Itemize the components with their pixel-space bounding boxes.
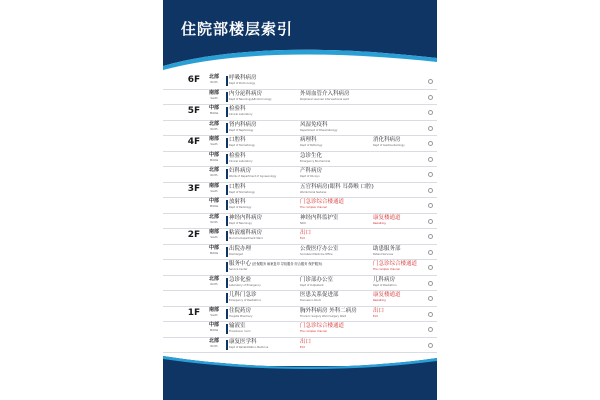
department-name-en: Patient Services — [373, 252, 394, 256]
department-name-cn: 妇科病房 — [229, 168, 252, 174]
department-name-en: The complex channel — [300, 330, 327, 333]
zone-divider — [226, 278, 228, 288]
zone-divider — [226, 200, 228, 210]
department-name-en: Clinical Laboratory — [229, 113, 253, 116]
zone-divider — [226, 309, 228, 319]
department-entry — [373, 307, 384, 318]
zone-label-en: North — [210, 282, 218, 286]
department-name-cn: 急诊生化 — [300, 152, 323, 159]
department-entry — [229, 90, 272, 101]
row-marker-icon — [428, 95, 433, 100]
zone-label-en: Middle — [209, 158, 219, 162]
department-entry — [300, 152, 330, 163]
department-name-en: Dept of Neurology — [229, 221, 252, 225]
department-name-en: Discussion Room — [300, 299, 322, 302]
zone-label-cn: 南部 — [208, 306, 219, 313]
department-name-en: Emergency of Paediatrics — [229, 299, 261, 302]
zone-label-cn: 北部 — [208, 120, 219, 127]
floor-directory-sign — [163, 0, 437, 400]
directory-row — [163, 338, 437, 354]
department-name-en: Department of Rheumatology — [300, 128, 338, 132]
zone-divider — [226, 123, 228, 133]
department-name-cn: 儿科门急诊 — [229, 292, 257, 298]
department-entry — [229, 74, 257, 85]
row-marker-icon — [428, 250, 433, 255]
zone-divider — [226, 247, 228, 257]
department-name-cn: 急诊化验 — [229, 276, 252, 283]
directory-row — [163, 307, 437, 323]
directory-row — [163, 90, 437, 106]
zone-label-cn: 中部 — [208, 198, 219, 204]
department-entry — [229, 214, 262, 225]
zone-label-en: South — [210, 236, 218, 239]
zone-label-cn: 南部 — [208, 229, 219, 235]
department-name-en: Dept of Pathology — [300, 144, 323, 147]
department-name-cn: 产科病房 — [300, 168, 323, 174]
zone-divider — [226, 154, 228, 164]
row-marker-icon — [428, 234, 433, 239]
department-entry — [300, 291, 339, 302]
zone-label — [203, 276, 225, 286]
directory-row — [163, 121, 437, 137]
zone-divider — [226, 138, 228, 148]
zone-label — [203, 121, 225, 131]
zone-divider — [226, 185, 228, 195]
department-name-cn: 出口 — [373, 307, 385, 314]
department-name-cn: 消化科病房 — [373, 137, 401, 143]
department-entry — [229, 152, 252, 163]
zone-label-cn: 南部 — [208, 89, 219, 96]
department-entry — [229, 322, 250, 333]
department-name-en: Rewalking — [373, 299, 386, 302]
zone-label — [203, 105, 225, 115]
floor-label: 1F — [187, 307, 201, 318]
directory-row — [163, 183, 437, 199]
department-entry — [373, 291, 401, 302]
department-name-cn: 五官科病房(眼科 耳鼻喉 口腔) — [300, 183, 374, 190]
department-name-cn: 门急诊综合楼通道 — [300, 323, 345, 329]
floor-label: 6F — [187, 75, 201, 85]
department-entry — [229, 136, 255, 147]
department-entry — [300, 245, 339, 256]
department-entry — [373, 260, 417, 271]
zone-label — [203, 322, 225, 332]
zone-label-cn: 北部 — [208, 337, 219, 344]
zone-label — [203, 245, 225, 255]
department-name-cn: 出口 — [300, 230, 312, 236]
zone-label — [203, 214, 225, 224]
zone-divider — [226, 293, 228, 303]
directory-row — [163, 260, 437, 276]
department-entry — [300, 183, 374, 194]
row-marker-icon — [428, 141, 433, 146]
department-name-cn: 儿科病房 — [373, 276, 396, 283]
zone-label-en: Middle — [209, 112, 219, 115]
zone-label — [203, 90, 225, 100]
department-name-cn: 门诊部办公室 — [300, 276, 334, 283]
department-entry — [300, 167, 322, 178]
department-name-cn: 神经内科监护室 — [300, 214, 339, 221]
zone-label-en: South — [210, 313, 218, 317]
department-name-en: Service Center — [229, 268, 248, 271]
directory-row — [163, 136, 437, 152]
row-marker-icon — [428, 265, 433, 270]
department-name-en: The complex channel — [373, 268, 400, 271]
department-name-en: Dept of Outpatient — [300, 283, 324, 287]
department-name-cn: 神经内科病房 — [229, 214, 263, 221]
department-entry — [229, 183, 255, 194]
floor-label: 5F — [187, 106, 201, 116]
zone-label-en: Middle — [209, 251, 219, 255]
department-name-cn: 呼吸科病房 — [229, 75, 257, 81]
department-name-en: Mucoma Department Ward — [229, 237, 263, 240]
department-name-en: Dept of Rehabilitation Medicine — [229, 345, 269, 349]
zone-divider — [226, 76, 228, 86]
department-name-cn: 口腔科 — [229, 183, 246, 190]
department-name-en: Laboratory of Emergency — [229, 283, 261, 287]
department-entry — [229, 276, 261, 287]
zone-label-en: Middle — [209, 205, 219, 208]
department-name-en: Rewalking — [373, 221, 386, 225]
zone-label — [203, 229, 225, 239]
department-entry — [229, 167, 276, 178]
zone-divider — [226, 169, 228, 179]
row-marker-icon — [428, 172, 433, 177]
zone-label — [203, 198, 225, 208]
department-entry — [300, 322, 344, 333]
zone-label — [203, 136, 225, 146]
department-services: (医保服务 病案复印 导检服务 综合服务 保护服务) — [251, 262, 323, 266]
floor-label: 3F — [187, 183, 201, 194]
department-name-cn: 康复楼通道 — [373, 214, 401, 221]
department-name-cn: 康复楼通道 — [373, 292, 401, 298]
department-name-cn: 病理科 — [300, 137, 317, 143]
directory-row — [163, 198, 437, 214]
zone-label-en: South — [210, 96, 218, 100]
department-entry — [229, 260, 322, 271]
department-name-en: Hospital Pharmacy — [229, 314, 253, 318]
department-name-cn: 门急诊综合楼通道 — [373, 261, 418, 267]
department-name-en: Dept of Paediatrics — [373, 283, 397, 287]
directory-row — [163, 167, 437, 183]
zone-label-en: North — [210, 174, 218, 177]
floor-label: 2F — [187, 230, 201, 240]
department-name-cn: 内分泌科病房 — [229, 90, 263, 97]
department-entry — [229, 229, 263, 240]
row-marker-icon — [428, 312, 433, 317]
department-entry — [229, 105, 252, 116]
department-name-en: Dept of Stomatology — [229, 144, 255, 147]
row-marker-icon — [428, 188, 433, 193]
row-marker-icon — [428, 157, 433, 162]
zone-label-en: North — [210, 344, 218, 348]
department-entry — [229, 338, 268, 349]
department-name-en: Peripheral vascular interventional ward — [300, 97, 350, 101]
department-name-en: Dept of Nephrology — [229, 128, 254, 132]
department-name-cn: 粘液瘤科病房 — [229, 230, 263, 236]
department-entry — [300, 90, 350, 101]
row-marker-icon — [428, 110, 433, 115]
zone-divider — [226, 324, 228, 334]
row-marker-icon — [428, 296, 433, 301]
zone-label-cn: 北部 — [208, 167, 219, 173]
zone-divider — [226, 92, 228, 102]
zone-label-cn: 中部 — [208, 322, 219, 328]
department-name-en: Dept of Gastroenterology — [373, 144, 405, 147]
department-name-cn: 医患关系促进部 — [300, 292, 339, 298]
department-name-en: Dept of Ob-Gyn — [300, 175, 320, 178]
zone-divider — [226, 216, 228, 226]
row-marker-icon — [428, 203, 433, 208]
department-entry — [300, 198, 344, 209]
zone-label-cn: 南部 — [208, 182, 219, 189]
department-name-cn: 胸外科病房 外科二病房 — [300, 307, 357, 314]
floor-label: 4F — [187, 137, 201, 147]
zone-label-cn: 中部 — [208, 105, 219, 111]
row-marker-icon — [428, 281, 433, 286]
department-name-en: Dept of Radiology — [229, 206, 252, 209]
zone-divider — [226, 231, 228, 241]
department-name-cn: 公费医疗办公室 — [300, 245, 339, 252]
department-name-cn: 口腔科 — [229, 137, 246, 143]
zone-label — [203, 338, 225, 348]
zone-label-en: North — [210, 220, 218, 224]
zone-label-en: North — [210, 127, 218, 131]
directory-row — [163, 245, 437, 261]
zone-label-en: North — [210, 81, 218, 84]
row-marker-icon — [428, 126, 433, 131]
zone-label-en: South — [210, 143, 218, 146]
department-name-cn: 助患服务部 — [373, 245, 401, 252]
zone-label-cn: 北部 — [208, 213, 219, 220]
directory-row — [163, 276, 437, 292]
department-name-en: Wards of Department of Gynaecology — [229, 175, 277, 178]
zone-label — [203, 152, 225, 162]
department-name-en: Discharged — [229, 252, 244, 256]
zone-divider — [226, 262, 228, 272]
department-name-en: Thoracic Surgery Ward Surgery Ward — [300, 314, 347, 318]
department-name-en: Socialized Medicine Office — [300, 252, 333, 256]
department-entry — [300, 307, 357, 318]
department-name-cn: 住院药房 — [229, 307, 252, 314]
zone-label-cn: 中部 — [208, 244, 219, 251]
zone-label — [203, 307, 225, 317]
department-entry — [300, 136, 322, 147]
zone-label-cn: 北部 — [208, 275, 219, 282]
floor-rows — [163, 74, 437, 353]
footer-wave-decoration — [163, 352, 437, 372]
zone-divider — [226, 107, 228, 117]
department-name-en: Dept of Stomatology — [229, 190, 255, 194]
page-title: 住院部楼层索引 — [181, 20, 294, 38]
department-name-en: Exit — [373, 314, 378, 318]
department-name-cn: 放射科 — [229, 199, 246, 205]
department-name-en: NICU — [300, 221, 307, 225]
department-name-cn: 门急诊综合楼通道 — [300, 199, 345, 205]
department-entry — [373, 276, 397, 287]
department-name-en: Wards facial features — [300, 190, 327, 194]
row-marker-icon — [428, 327, 433, 332]
row-marker-icon — [428, 343, 433, 348]
department-entry — [229, 198, 251, 209]
department-entry — [300, 121, 337, 132]
directory-row — [163, 74, 437, 90]
department-name-en: The complex channel — [300, 206, 327, 209]
department-entry — [300, 338, 311, 349]
department-entry — [373, 136, 405, 147]
zone-label-en: Middle — [209, 329, 219, 332]
department-name-cn: 外周血管介入科病房 — [300, 90, 350, 97]
department-entry — [229, 307, 252, 318]
directory-row — [163, 291, 437, 307]
department-name-en: Dept of Pulmonology — [229, 82, 256, 85]
department-name-cn: 检验科 — [229, 152, 246, 159]
department-name-en: Exit — [300, 345, 305, 349]
department-entry — [229, 245, 251, 256]
zone-label-en: South — [210, 189, 218, 193]
directory-row — [163, 105, 437, 121]
zone-label-cn: 南部 — [208, 136, 219, 142]
zone-label — [203, 183, 225, 193]
directory-row — [163, 152, 437, 168]
zone-divider — [226, 340, 228, 350]
department-name-en: Transfusion room — [229, 330, 251, 333]
department-entry — [300, 276, 333, 287]
department-name-en: Dept of Neurology&Endocrinology — [229, 97, 272, 101]
zone-label — [203, 167, 225, 177]
directory-row — [163, 214, 437, 230]
department-name-en: Emergency Biochemical — [300, 159, 331, 163]
department-entry — [300, 214, 339, 225]
department-name-cn: 检验科 — [229, 106, 246, 112]
zone-label — [203, 74, 225, 84]
department-name-cn: 肾内科病房 — [229, 121, 257, 128]
department-entry — [373, 214, 401, 225]
directory-row — [163, 229, 437, 245]
directory-row — [163, 322, 437, 338]
department-name-cn: 出院办理 — [229, 245, 252, 252]
department-name-cn: 服务中心 (医保服务 病案复印 导检服务 综合服务 保护服务) — [229, 261, 323, 267]
department-name-cn: 出口 — [300, 338, 312, 345]
department-name-cn: 输液室 — [229, 323, 246, 329]
row-marker-icon — [428, 219, 433, 224]
department-name-cn: 康复医学科 — [229, 338, 257, 345]
department-entry — [300, 229, 311, 240]
department-name-cn: 风湿免疫科 — [300, 121, 328, 128]
department-entry — [229, 121, 257, 132]
row-marker-icon — [428, 79, 433, 84]
department-entry — [373, 245, 401, 256]
department-entry — [229, 291, 261, 302]
zone-label-cn: 中部 — [208, 151, 219, 158]
department-name-en: Clinical Laboratory — [229, 159, 253, 163]
zone-label-cn: 北部 — [208, 74, 219, 80]
department-name-en: Exit — [300, 237, 305, 240]
